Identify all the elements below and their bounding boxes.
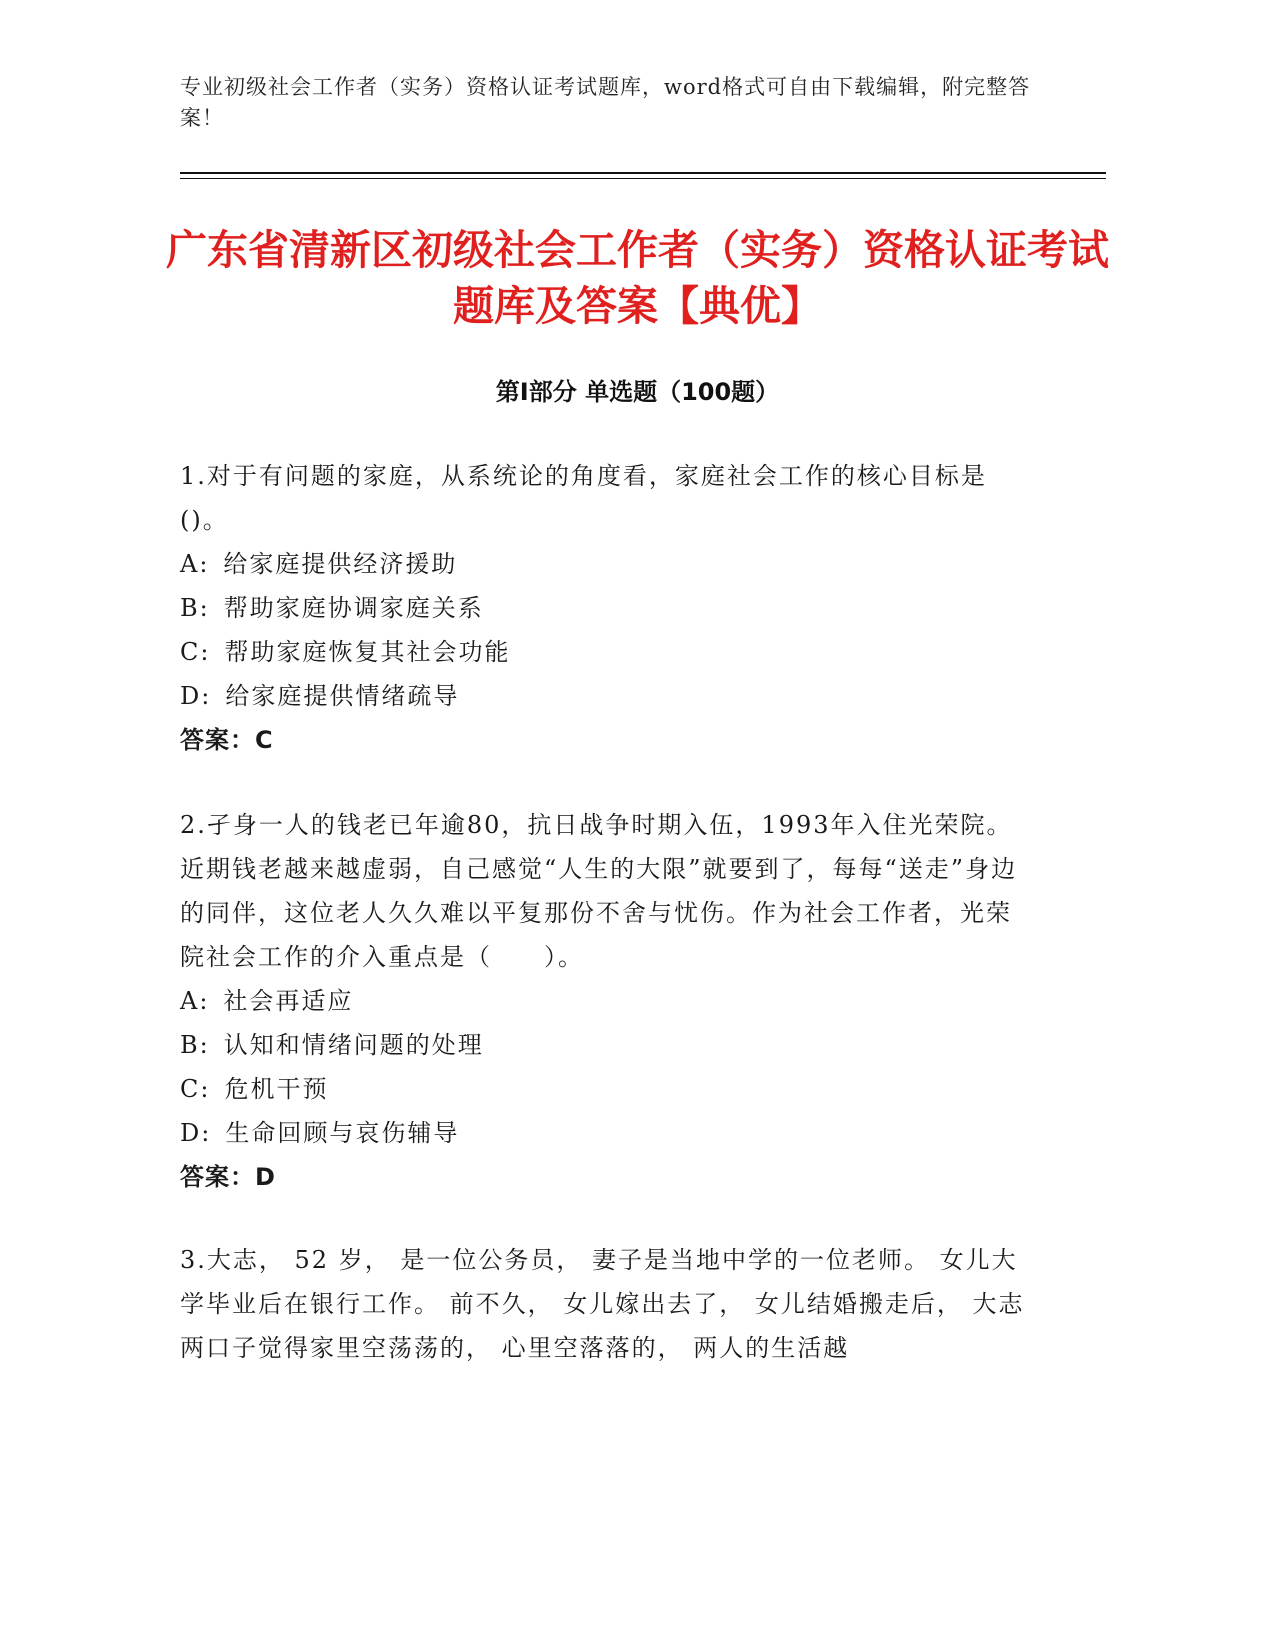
header-rule-thin <box>180 178 1106 179</box>
option-text: 给家庭提供情绪疏导 <box>225 682 460 710</box>
section-title: 第Ⅰ部分 单选题（100题） <box>495 378 780 406</box>
answer: 答案：D <box>180 1163 276 1191</box>
option-text: 社会再适应 <box>223 987 354 1015</box>
option-letter: D: <box>180 682 212 710</box>
option-text: 给家庭提供经济援助 <box>223 550 458 578</box>
option-text: 帮助家庭协调家庭关系 <box>223 594 484 622</box>
option-text: 认知和情绪问题的处理 <box>223 1031 484 1059</box>
option-b <box>180 586 1030 630</box>
option-a <box>180 979 1030 1023</box>
option-letter: C: <box>180 1075 211 1103</box>
option-b <box>180 1023 1030 1067</box>
question-1 <box>180 454 1030 762</box>
option-d <box>180 674 1030 718</box>
page-header: 专业初级社会工作者（实务）资格认证考试题库，word格式可自由下载编辑，附完整答案！ <box>180 75 1031 130</box>
option-letter: A: <box>180 987 210 1015</box>
question-2 <box>180 803 1030 1199</box>
question-stem: 1.对于有问题的家庭，从系统论的角度看，家庭社会工作的核心目标是()。 <box>180 462 987 534</box>
option-letter: A: <box>180 550 210 578</box>
option-letter: B: <box>180 1031 210 1059</box>
question-stem: 2.孑身一人的钱老已年逾80，抗日战争时期入伍，1993年入住光荣院。近期钱老越来越虚弱，自己感觉“人生的大限”就要到了，每每“送走”身边的同伴，这位老人久久难以平复那份不舍与忧伤。作为社会工作者，光荣院社会工作的介入重点是（ ）。 <box>180 811 1018 971</box>
answer: 答案：C <box>180 726 274 754</box>
option-c <box>180 1067 1030 1111</box>
document-title: 广东省清新区初级社会工作者（实务）资格认证考试题库及答案【典优】 <box>166 226 1109 330</box>
option-text: 生命回顾与哀伤辅导 <box>225 1119 460 1147</box>
question-3 <box>180 1238 1030 1370</box>
option-d <box>180 1111 1030 1155</box>
option-letter: B: <box>180 594 210 622</box>
option-letter: D: <box>180 1119 212 1147</box>
option-a <box>180 542 1030 586</box>
option-letter: C: <box>180 638 211 666</box>
header-rule-thick <box>180 172 1106 174</box>
option-text: 帮助家庭恢复其社会功能 <box>224 638 511 666</box>
option-c <box>180 630 1030 674</box>
option-text: 危机干预 <box>224 1075 329 1103</box>
question-stem: 3.大志， 52 岁， 是一位公务员， 妻子是当地中学的一位老师。 女儿大学毕业后在银行工作。 前不久， 女儿嫁出去了， 女儿结婚搬走后， 大志两口子觉得家里空荡荡的， 心里空落落的， 两人的生活越 <box>180 1246 1025 1362</box>
